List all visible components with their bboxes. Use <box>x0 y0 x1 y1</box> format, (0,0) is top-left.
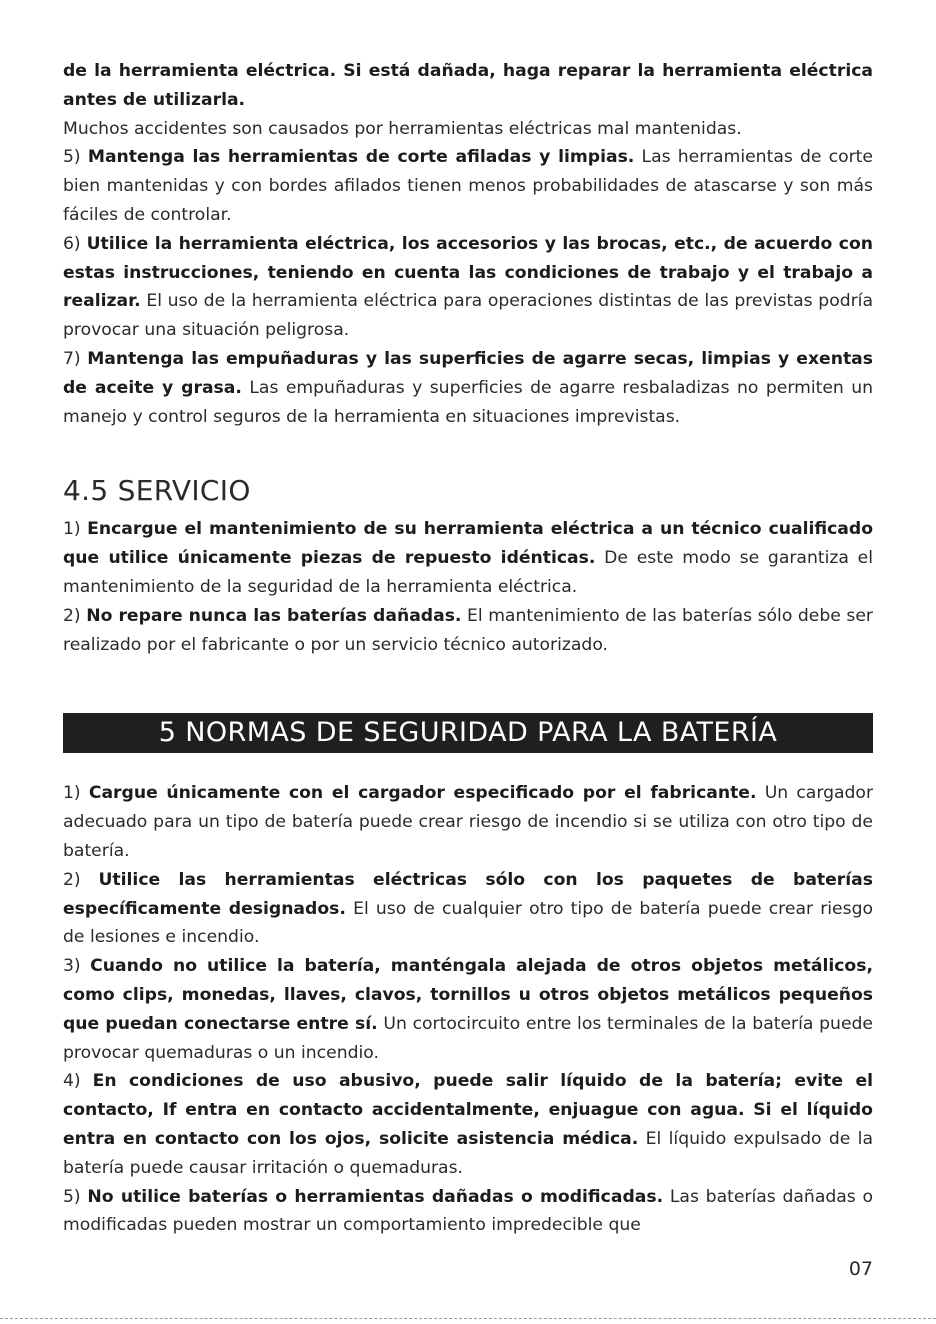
item-number: 3) <box>63 956 81 977</box>
item-bold: Utilice la herramienta eléctrica, los accesorios y las brocas, etc., de acuerdo con estas instrucciones, teniendo en cuenta las condiciones de trabajo y el trabajo a realizar. <box>63 233 874 312</box>
item-number: 1) <box>63 783 81 804</box>
list-item <box>63 952 873 1067</box>
item-number: 6) <box>63 233 81 254</box>
item-text: Un cargador adecuado para un tipo de batería puede crear riesgo de incendio si se utiliza con otro tipo de batería. <box>63 783 874 861</box>
item-bold: Encargue el mantenimiento de su herramienta eléctrica a un técnico cualificado que utilice únicamente piezas de repuesto idénticas. <box>63 519 874 569</box>
intro-paragraph <box>63 57 873 143</box>
list-item <box>63 602 873 660</box>
item-text: Las herramientas de corte bien mantenidas y con bordes afilados tienen menos probabilidades de atascarse y son más fáciles de controlar. <box>63 147 873 225</box>
footer-divider <box>0 1318 936 1319</box>
item-number: 5) <box>63 1186 81 1207</box>
item-text: El uso de la herramienta eléctrica para operaciones distintas de las previstas podría provocar una situación peligrosa. <box>63 291 873 341</box>
item-text: Un cortocircuito entre los terminales de la batería puede provocar quemaduras o un incendio. <box>63 1013 874 1063</box>
item-text: El uso de cualquier otro tipo de batería puede crear riesgo de lesiones e incendio. <box>63 898 874 948</box>
item-bold: Mantenga las herramientas de corte afiladas y limpias. <box>87 147 635 168</box>
intro-bold: de la herramienta eléctrica. Si está dañada, haga reparar la herramienta eléctrica antes de utilizarla. <box>63 61 873 110</box>
list-item <box>63 1183 873 1241</box>
list-item <box>63 143 873 229</box>
list-item <box>63 345 873 431</box>
item-bold: Cuando no utilice la batería, manténgala alejada de otros objetos metálicos, como clips, monedas, llaves, clavos, tornillos u otros objetos metálicos pequeños que puedan conectarse entre sí. <box>63 956 873 1034</box>
page-number: 07 <box>848 1258 873 1280</box>
item-number: 2) <box>63 869 81 890</box>
section-banner-bateria: 5 NORMAS DE SEGURIDAD PARA LA BATERÍA <box>63 713 873 753</box>
item-bold: Cargue únicamente con el cargador especificado por el fabricante. <box>88 783 757 804</box>
item-bold: Utilice las herramientas eléctricas sólo con los paquetes de baterías específicamente designados. <box>63 869 873 919</box>
item-bold: Mantenga las empuñaduras y las superficies de agarre secas, limpias y exentas de aceite y grasa. <box>63 348 873 398</box>
item-number: 4) <box>63 1071 81 1092</box>
manual-page <box>63 57 873 1240</box>
list-item <box>63 515 873 601</box>
item-bold: No utilice baterías o herramientas dañadas o modificadas. <box>87 1186 664 1207</box>
item-bold: No repare nunca las baterías dañadas. <box>86 605 462 626</box>
list-item <box>63 779 873 865</box>
list-item <box>63 866 873 952</box>
item-number: 1) <box>63 519 81 540</box>
item-text: El líquido expulsado de la batería puede causar irritación o quemaduras. <box>63 1128 873 1178</box>
item-number: 2) <box>63 605 81 626</box>
item-text: El mantenimiento de las baterías sólo debe ser realizado por el fabricante o por un servicio técnico autorizado. <box>63 605 873 655</box>
item-text: Las baterías dañadas o modificadas pueden mostrar un comportamiento impredecible que <box>63 1186 873 1236</box>
intro-text: Muchos accidentes son causados por herramientas eléctricas mal mantenidas. <box>63 118 742 139</box>
list-item <box>63 1067 873 1182</box>
item-number: 7) <box>63 348 81 369</box>
list-item <box>63 230 873 345</box>
item-text: De este modo se garantiza el mantenimiento de la seguridad de la herramienta eléctrica. <box>63 548 873 597</box>
item-text: Las empuñaduras y superficies de agarre resbaladizas no permiten un manejo y control seguros de la herramienta en situaciones imprevistas. <box>63 377 874 427</box>
item-number: 5) <box>63 147 81 168</box>
item-bold: En condiciones de uso abusivo, puede salir líquido de la batería; evite el contacto, If entra en contacto accidentalmente, enjuague con agua. Si el líquido entra en contacto con los ojos, solicite asistencia médica. <box>63 1071 874 1149</box>
section-heading-servicio: 4.5 SERVICIO <box>63 474 251 508</box>
